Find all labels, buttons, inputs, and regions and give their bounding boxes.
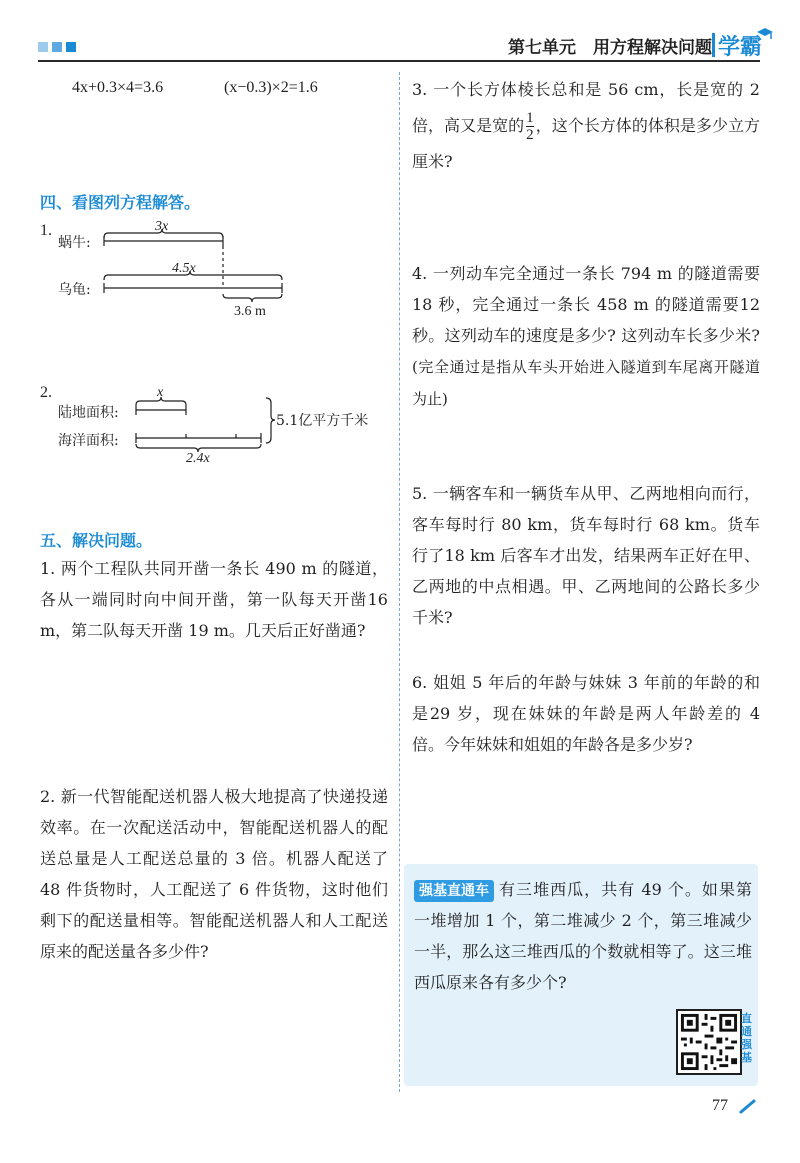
ocean-area-label: 海洋面积:	[58, 433, 119, 449]
header-decoration	[38, 42, 76, 52]
land-ocean-diagram	[130, 396, 280, 456]
deco-square	[66, 42, 76, 52]
deco-square	[38, 42, 48, 52]
pencil-icon	[738, 1098, 758, 1114]
land-area-label: 陆地面积:	[58, 405, 119, 421]
turtle-value-label: 4.5x	[172, 261, 196, 276]
page-number: 77	[712, 1097, 728, 1114]
difference-value-label: 3.6 m	[234, 304, 266, 319]
one-half-fraction: $\frac{1}{2}$	[526, 110, 534, 143]
total-area-label: 5.1亿平方千米	[276, 413, 369, 429]
problem-1: 1. 两个工程队共同开凿一条长 490 m 的隧道，各从一端同时向中间开凿，第一队每天开凿16 m，第二队每天开凿 19 m。几天后正好凿通?	[40, 559, 388, 640]
problem-5: 5. 一辆客车和一辆货车从甲、乙两地相向而行，客车每时行 80 km，货车每时行 68 km。货车行了18 km 后客车才出发，结果两车正好在甲、乙两地的中点相遇。甲、乙两地间的公路长多少千米?	[412, 484, 760, 627]
snail-turtle-diagram	[98, 228, 294, 308]
problem-4-note: (完全通过是指从车头开始进入隧道到车尾离开隧道为止)	[412, 358, 760, 408]
problem-3: 3. 一个长方体棱长总和是 56 cm，长是宽的 2 倍，高又是宽的 $\frac{1}{2}$ ，这个长方体的体积是多少立方厘米?	[412, 80, 760, 171]
challenge-problem: 强基直通车 有三堆西瓜，共有 49 个。如果第一堆增加 1 个，第二堆减少 2 个，第三堆减少一半，那么这三堆西瓜的个数就相等了。这三堆西瓜原来各有多少个?	[414, 880, 752, 992]
deco-square	[52, 42, 62, 52]
unit-title: 第七单元 用方程解决问题	[508, 38, 712, 58]
turtle-label: 乌龟:	[58, 282, 91, 298]
section-5-title: 五、解决问题。	[40, 531, 153, 550]
diagram-2-number: 2.	[40, 384, 52, 401]
snail-label: 蜗牛:	[58, 235, 91, 251]
equation-2: (x−0.3)×2=1.6	[224, 79, 318, 96]
brand-logo: 学霸	[718, 35, 763, 60]
problem-4: 4. 一列动车完全通过一条长 794 m 的隧道需要18 秒，完全通过一条长 458 m 的隧道需要12 秒。这列动车的速度是多少? 这列动车长多少米?(完全通过是指从车头开始进入隧道到车尾离开隧道为止)	[412, 264, 760, 408]
column-divider	[399, 72, 400, 1092]
qr-side-label: 直通强基	[741, 1012, 752, 1064]
snail-value-label: 3x	[155, 219, 169, 234]
header-separator	[712, 33, 715, 57]
graduation-cap-icon	[756, 26, 774, 42]
diagram-1-number: 1.	[40, 222, 52, 239]
challenge-tag: 强基直通车	[414, 880, 494, 902]
land-value-label: x	[157, 385, 164, 400]
qr-code-icon[interactable]	[676, 1009, 742, 1075]
problem-6: 6. 姐姐 5 年后的年龄与妹妹 3 年前的年龄的和是29 岁，现在妹妹的年龄是两人年龄差的 4 倍。今年妹妹和姐姐的年龄各是多少岁?	[412, 673, 760, 754]
problem-2: 2. 新一代智能配送机器人极大地提高了快递投递效率。在一次配送活动中，智能配送机器人的配送总量是人工配送总量的 3 倍。机器人配送了 48 件货物时，人工配送了 6 件货物，这时他们剩下的配送量相等。智能配送机器人和人工配送原来的配送量各多少件?	[40, 787, 388, 961]
ocean-value-label: 2.4x	[186, 451, 210, 466]
header-rule	[38, 60, 760, 62]
section-4-title: 四、看图列方程解答。	[40, 193, 201, 212]
equation-1: 4x+0.3×4=3.6	[72, 79, 164, 96]
